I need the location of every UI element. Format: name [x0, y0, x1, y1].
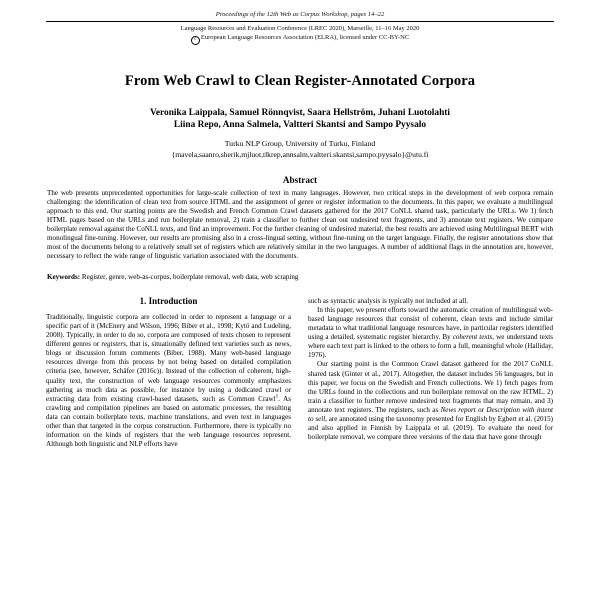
paragraph: In this paper, we present efforts toward the automatic creation of multilingual web-based language resources that consist of coherent, clean texts and include similar metadata to what traditional language resources have, in particular registers identified using a detailed, systematic register hierarchy. By coherent texts, we understand texts where each text part is linked to the others to form a full, meaningful whole (Halliday, 1976).: [308, 306, 554, 360]
section-heading-introduction: 1. Introduction: [139, 296, 198, 307]
column-right: [308, 297, 553, 449]
keywords-line: [47, 273, 553, 282]
body-columns: [46, 297, 554, 449]
keywords-label: Keywords:: [47, 273, 81, 282]
paper-title: From Web Crawl to Clean Register-Annotated Corpora: [124, 72, 476, 89]
paragraph: such as syntactic analysis is typically not included at all.: [308, 297, 468, 306]
page-header: [46, 10, 554, 45]
column-left: [46, 297, 291, 449]
header-conference-line: Language Resources and Evaluation Conference (LREC 2020), Marseille, 11–16 May 2020: [180, 24, 420, 32]
header-proceedings-line: Proceedings of the 12th Web as Corpus Workshop, pages 14–22: [215, 11, 385, 18]
abstract-text: The web presents unprecedented opportunities for large-scale collection of text in many languages. However, two critical steps in the development of web corpora remain challenging: the identification of clean text from source HTML and the assignment of genre or register information to the documents. In this paper, we evaluate a multilingual approach to this end. Our starting points are the Swedish and French Common Crawl datasets gathered for the 2017 CoNLL shared task, particularly the URLs. We 1) fetch HTML pages based on the URLs and run boilerplate removal, 2) train a classifier to further clean out undesired text fragments, and 3) annotate text registers. We compare boilerplate removal against the CoNLL texts, and find an improvement. For the further cleaning of undesired material, the best results are achieved using Multilingual BERT with monolingual fine-tuning. However, our results are promising also in a cross-lingual setting, without fine-tuning on the target language. Finally, the register annotations show that most of the documents belong to a relatively small set of registers which are relatively similar in the two languages. A number of additional flags in the annotation are, however, necessary to reflect the wide range of linguistic variation associated with the documents.: [47, 189, 553, 261]
paragraph: Our starting point is the Common Crawl dataset gathered for the 2017 CoNLL shared task (Ginter et al., 2017). Altogether, the dataset includes 56 languages, but in this paper, we focus on the Swedish and French collections. We 1) fetch pages from the URLs found in the collections and run boilerplate removal on the raw HTML, 2) train a classifier to further remove undesired text fragments that may remain, and 3) annotate text registers. The registers, such as News report or Description with intent to sell, are annotated using the taxonomy presented for English by Egbert et al. (2015) and also applied in Finnish by Laippala et al. (2019). To evaluate the need for boilerplate removal, we compare three versions of the data that have gone through: [308, 360, 553, 441]
keywords-text: Register, genre, web-as-corpus, boilerplate removal, web data, web scraping: [81, 273, 299, 282]
header-rule: [46, 21, 554, 22]
author-line-1: Veronika Laippala, Samuel Rönnqvist, Saara Hellström, Juhani Luotolahti: [149, 107, 451, 118]
paragraph: Traditionally, linguistic corpora are collected in order to represent a language or a specific part of it (McEnery and Wilson, 1996; Biber et al., 1998; Kytö and Ludeling, 2008). Typically, in order to do so, corpora are composed of texts chosen to represent different genres or registers, that is, situationally defined text varieties such as news, blogs or discussion forum comments (Biber, 1988). Many web-based language resources diverge from this process by not being based on detailed compilation criteria (see, however, Schäfer (2016c)). Instead of the collection of coherent, high-quality text, the construction of web language resources commonly emphasizes gathering as much data as possible, for instance by using a dedicated crawl or extracting data from existing crawl-based datasets, such as Common Crawl$^1$. As crawling and compilation pipelines are based on automatic processes, the resulting data can contain boilerplate texts, machine translations, and even text in languages other than that targeted in the corpus construction. Furthermore, there is typically no information on the kinds of registers that the web language resources represent. Although both linguistic and NLP efforts have: [46, 313, 291, 448]
header-license-line: [46, 33, 554, 45]
abstract-heading: Abstract: [282, 175, 318, 186]
affiliation: Turku NLP Group, University of Turku, Finland: [224, 138, 376, 148]
contact-email: {mavela,saanro,sherik,mjluot,tlkrep,annsalm,valtteri.skantsi,sampo.pyysalo}@utu.fi: [171, 150, 429, 160]
header-license-text: European Language Resources Association (ELRA), licensed under CC-BY-NC: [200, 33, 410, 41]
author-line-2: Liina Repo, Anna Salmela, Valtteri Skantsi and Sampo Pyysalo: [173, 120, 427, 131]
author-list: [46, 107, 554, 132]
copyright-icon: c: [191, 36, 200, 45]
